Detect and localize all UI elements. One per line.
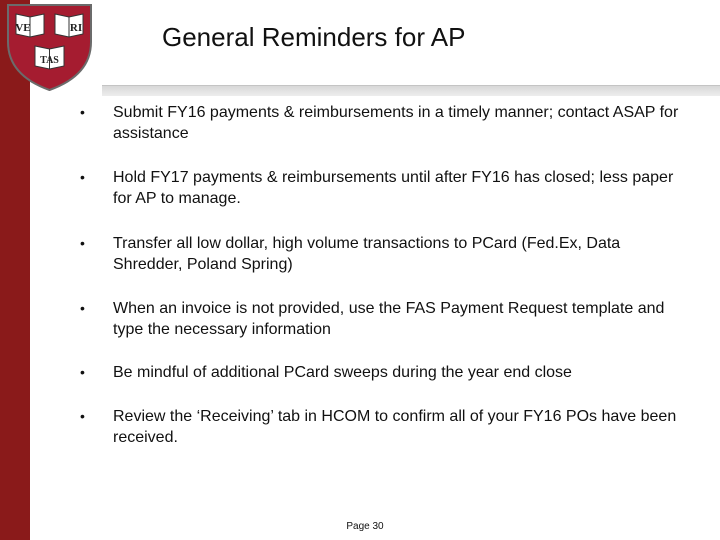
book-icon [35,46,64,69]
bullet-glyph: • [80,104,85,120]
list-item-text: Submit FY16 payments & reimbursements in a timely manner; contact ASAP for assistance [113,104,679,142]
list-item-text: Review the ‘Receiving’ tab in HCOM to confirm all of your FY16 POs have been received. [113,408,677,446]
list-item-text: Be mindful of additional PCard sweeps during the year end close [113,364,572,381]
book-icon [55,14,83,37]
title-divider [102,85,720,96]
list-item-text: When an invoice is not provided, use the FAS Payment Request template and type the necessary information [113,300,665,338]
shield-letters-1: VE [15,22,31,34]
harvard-shield-logo [2,2,97,92]
book-icon [15,14,44,37]
bullet-glyph: • [80,300,85,316]
bullet-glyph: • [80,169,85,185]
page-title: General Reminders for AP [162,22,466,52]
page-number: Page 30 [346,521,384,532]
bullet-glyph: • [80,364,85,380]
list-item-text: Transfer all low dollar, high volume transactions to PCard (Fed.Ex, Data Shredder, Poland Spring) [113,235,621,273]
shield-letters-3: TAS [40,55,59,66]
bullet-glyph: • [80,235,85,251]
shield-letters-2: RI [69,22,83,34]
bullet-glyph: • [80,408,85,424]
list-item-text: Hold FY17 payments & reimbursements until after FY16 has closed; less paper for AP to manage. [113,169,674,207]
